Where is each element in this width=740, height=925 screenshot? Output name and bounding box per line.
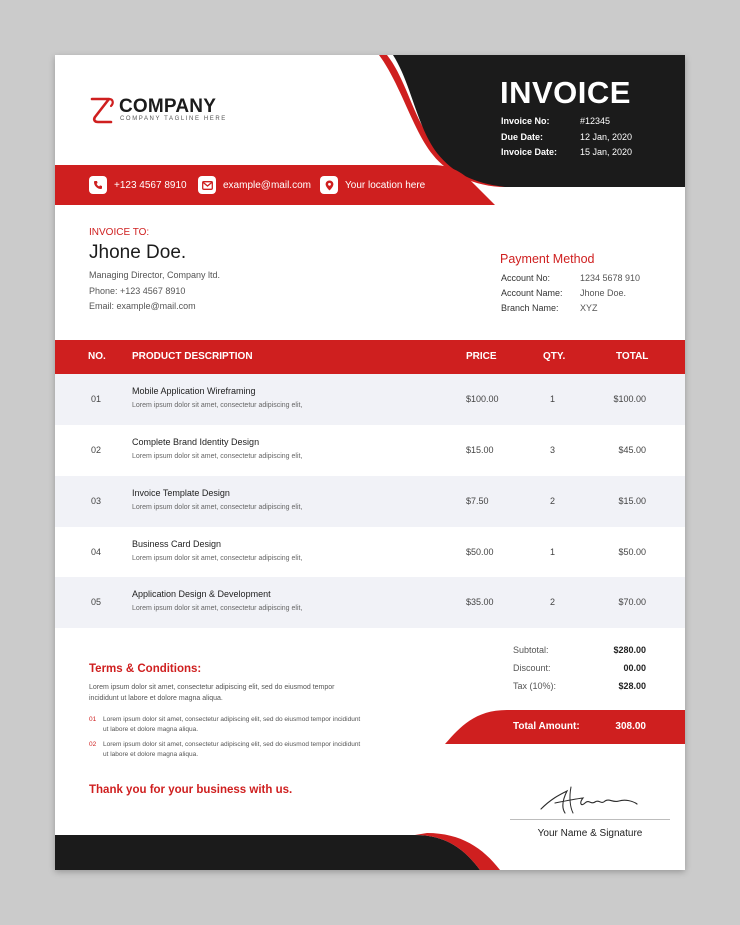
company-tagline: COMPANY TAGLINE HERE [120,116,227,122]
row-total: $50.00 [618,547,646,557]
subtotal-value: $280.00 [613,645,646,655]
contact-location-text: Your location here [345,179,426,191]
row-qty: 1 [550,394,556,404]
phone-icon [89,176,107,194]
contact-email-text[interactable]: example@mail.com [223,179,311,191]
client-position: Managing Director, Company ltd. [89,270,221,280]
account-name-label: Account Name: [501,288,563,298]
row-number: 04 [91,547,102,557]
row-description: Lorem ipsum dolor sit amet, consectetur adipiscing elit, [132,555,303,562]
table-row [55,476,685,527]
row-title: Invoice Template Design [132,488,230,498]
total-amount-value: 308.00 [615,721,646,732]
table-row [55,374,685,425]
header-description: PRODUCT DESCRIPTION [132,351,253,362]
account-no-value: 1234 5678 910 [580,273,641,283]
row-total: $45.00 [618,445,646,455]
account-name-value: Jhone Doe. [580,288,627,298]
row-qty: 3 [550,445,556,455]
row-title: Application Design & Development [132,589,271,599]
term-text: Lorem ipsum dolor sit amet, consectetur adipiscing elit, sed do eiusmod tempor incididunt ut labore et dolore magna aliqua. [103,716,361,733]
contact-phone [89,176,187,194]
row-description: Lorem ipsum dolor sit amet, consectetur adipiscing elit, [132,453,303,460]
signature-label: Your Name & Signature [537,828,643,839]
row-number: 03 [91,496,102,506]
subtotal-label: Subtotal: [513,645,549,655]
row-price: $50.00 [466,547,494,557]
row-price: $15.00 [466,445,494,455]
row-total: $70.00 [618,597,646,607]
invoice-date-value: 15 Jan, 2020 [580,147,633,157]
tax-value: $28.00 [618,681,646,691]
row-qty: 2 [550,597,556,607]
row-title: Business Card Design [132,539,222,549]
client-phone: Phone: +123 4567 8910 [89,286,186,296]
row-number: 05 [91,597,102,607]
location-icon [320,176,338,194]
terms-title: Terms & Conditions: [89,663,202,675]
header-qty: QTY. [543,351,566,362]
table-row [55,527,685,578]
due-date-label: Due Date: [501,132,544,142]
row-price: $7.50 [466,496,489,506]
header-total: TOTAL [616,351,649,362]
invoice-title: INVOICE [500,75,631,110]
branch-name-label: Branch Name: [501,303,559,313]
contact-location [320,176,425,194]
row-title: Mobile Application Wireframing [132,386,256,396]
row-total: $15.00 [618,496,646,506]
signature-drawing [537,783,641,817]
row-description: Lorem ipsum dolor sit amet, consectetur adipiscing elit, [132,402,303,409]
invoice-number-value: #12345 [580,116,611,126]
invoice-number-label: Invoice No: [501,116,550,126]
tax-label: Tax (10%): [513,681,557,691]
row-title: Complete Brand Identity Design [132,437,260,447]
invoice-date-label: Invoice Date: [501,147,558,157]
contact-email [198,176,311,194]
row-qty: 2 [550,496,556,506]
total-amount-label: Total Amount: [513,721,580,732]
terms-text: Lorem ipsum dolor sit amet, consectetur adipiscing elit, sed do eiusmod tempor incididunt ut labore et dolore magna aliqua. [89,684,335,702]
term-number: 02 [89,741,97,748]
row-number: 01 [91,394,102,404]
header-no: NO. [88,351,106,362]
invoice-to-label: INVOICE TO: [89,227,150,238]
row-total: $100.00 [613,394,646,404]
branch-name-value: XYZ [580,303,598,313]
signature-line [510,819,670,820]
mail-icon [198,176,216,194]
row-description: Lorem ipsum dolor sit amet, consectetur adipiscing elit, [132,605,303,612]
row-qty: 1 [550,547,556,557]
company-name: COMPANY [119,96,217,117]
term-text: Lorem ipsum dolor sit amet, consectetur adipiscing elit, sed do eiusmod tempor incididunt ut labore et dolore magna aliqua. [103,741,361,758]
term-number: 01 [89,716,97,723]
contact-phone-text: +123 4567 8910 [114,179,187,191]
client-email: Email: example@mail.com [89,301,196,311]
client-name: Jhone Doe. [89,242,187,263]
account-no-label: Account No: [501,273,551,283]
invoice-page [55,55,685,870]
row-price: $100.00 [466,394,499,404]
discount-label: Discount: [513,663,551,673]
header-price: PRICE [466,351,497,362]
payment-method-title: Payment Method [500,252,595,266]
thank-you-note: Thank you for your business with us. [89,784,293,796]
discount-value: 00.00 [623,663,646,673]
table-row [55,577,685,628]
table-header [55,340,685,374]
z-logo-icon [89,95,115,125]
due-date-value: 12 Jan, 2020 [580,132,633,142]
row-description: Lorem ipsum dolor sit amet, consectetur adipiscing elit, [132,504,303,511]
row-price: $35.00 [466,597,494,607]
row-number: 02 [91,445,102,455]
table-row [55,425,685,476]
